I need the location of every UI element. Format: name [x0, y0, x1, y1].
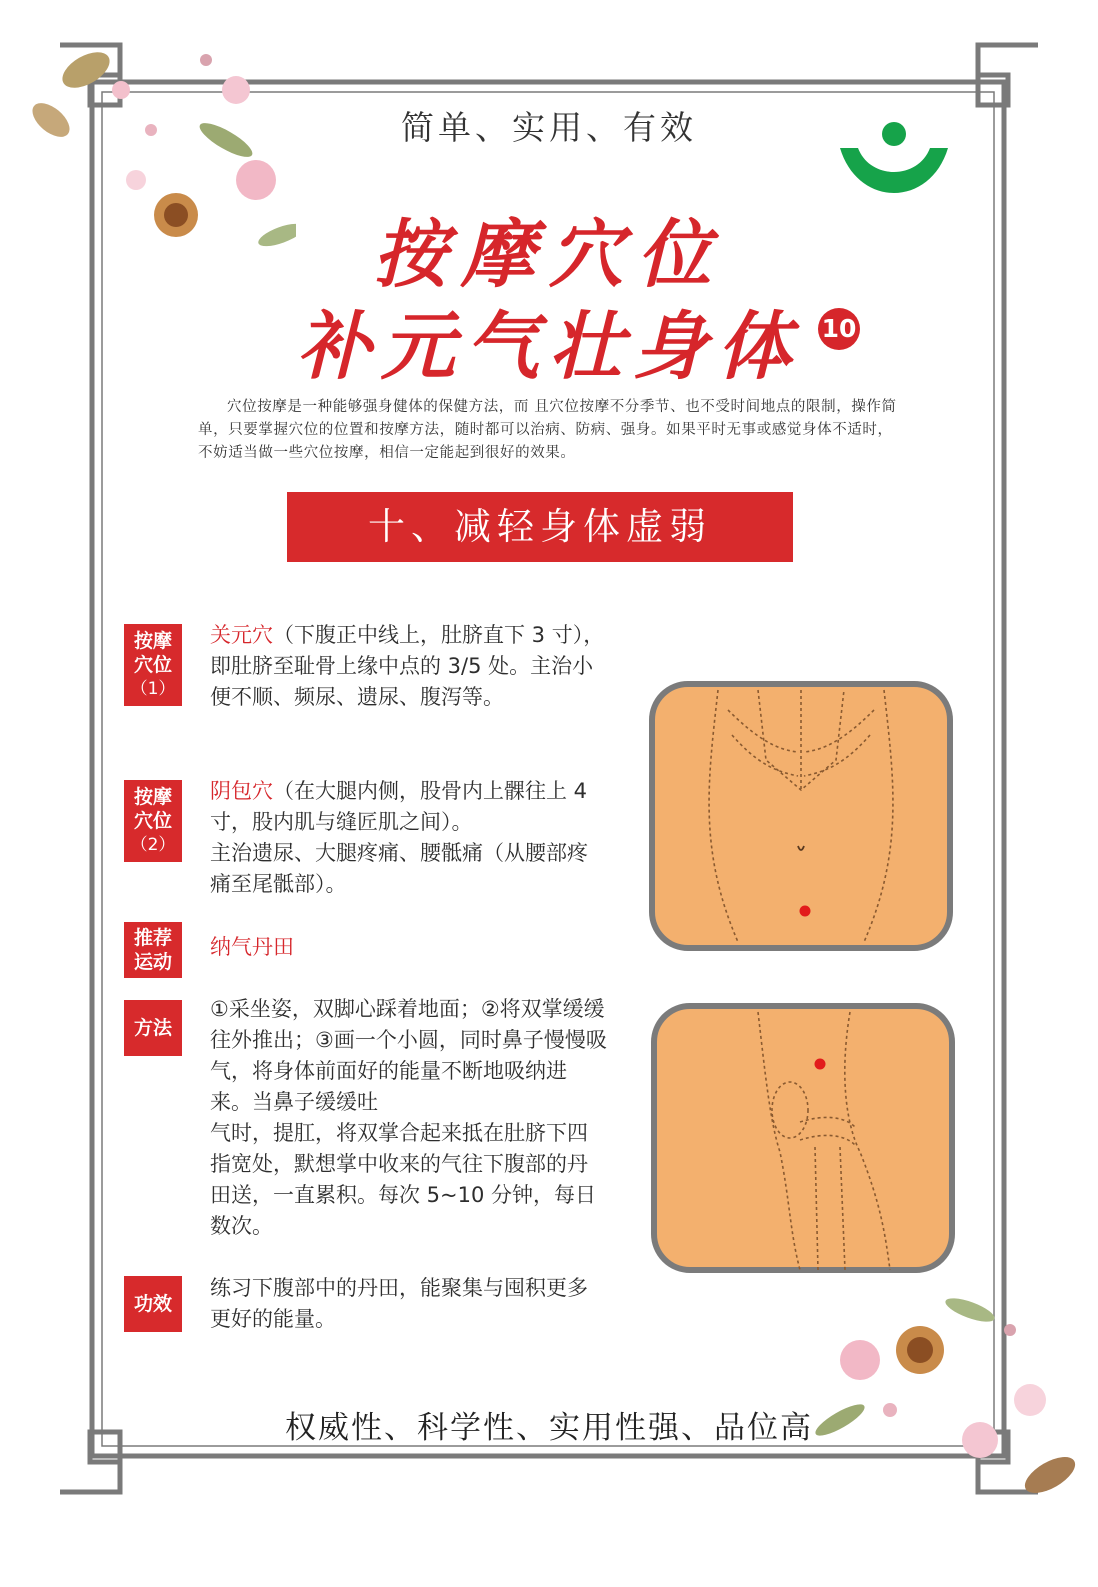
tag-point2-line2: 穴位: [133, 810, 172, 832]
tag-effect: [124, 1276, 182, 1332]
abdomen-illustration: [648, 680, 954, 952]
effect-text: 练习下腹部中的丹田，能聚集与囤积更多更好的能量。: [210, 1276, 588, 1331]
tag-exercise-line2: 运动: [133, 951, 172, 973]
issue-number-badge: 10: [818, 308, 860, 350]
point2-name: 阴包穴: [210, 779, 273, 803]
tag-point1: [124, 624, 182, 706]
tagline: 简单、实用、有效: [401, 108, 697, 147]
point1-name: 关元穴: [210, 623, 273, 647]
tag-point2-line1: 按摩: [133, 786, 172, 808]
point2-entry: [210, 776, 608, 900]
main-title-line2: 补元气壮身体: [297, 304, 801, 390]
method-text2: 气时，提肛，将双掌合起来抵在肚脐下四指宽处，默想掌中收来的气往下腹部的丹田送，一直累积。每次 5~10 分钟，每日数次。: [210, 1121, 597, 1238]
tag-exercise: [124, 922, 182, 978]
tag-exercise-line1: 推荐: [133, 927, 172, 949]
footer-slogan: 权威性、科学性、实用性强、品位高: [285, 1410, 813, 1446]
flower-decoration-bottom-right: [800, 1290, 1080, 1500]
exercise-name: 纳气丹田: [210, 935, 294, 959]
tag-method: [124, 1000, 182, 1056]
intro-paragraph: 穴位按摩是一种能够强身健体的保健方法，而 且穴位按摩不分季节、也不受时间地点的限制，操作简单，只要掌握穴位的位置和按摩方法，随时都可以治病、防病、强身。如果平时无事或感觉身体不适时，不妨适当做一些穴位按摩，相信一定能起到很好的效果。: [198, 399, 897, 461]
method-entry: [210, 994, 608, 1242]
tag-effect-label: 功效: [133, 1293, 172, 1315]
point1-entry: [210, 620, 608, 713]
tag-method-label: 方法: [133, 1017, 172, 1039]
section-banner: 十、减轻身体虚弱: [287, 492, 793, 562]
main-title-line1: 按摩穴位: [373, 212, 725, 298]
point2-text2: 主治遗尿、大腿疼痛、腰骶痛（从腰部疼痛至尾骶部）。: [210, 841, 588, 896]
tag-point2: [124, 780, 182, 862]
method-text1: ①采坐姿，双脚心踩着地面；②将双掌缓缓往外推出；③画一个小圆，同时鼻子慢慢吸气，将身体前面好的能量不断地吸纳进来。当鼻子缓缓吐: [210, 997, 607, 1114]
tag-point1-line2: 穴位: [133, 654, 172, 676]
logo-icon: [838, 118, 950, 204]
tag-point1-line1: 按摩: [133, 630, 172, 652]
knee-illustration: [650, 1002, 956, 1274]
tag-point2-num: （2）: [130, 835, 176, 855]
point1-text: （下腹正中线上，肚脐直下 3 寸），即肚脐至耻骨上缘中点的 3/5 处。主治小便不顺、频尿、遗尿、腹泻等。: [210, 623, 605, 709]
point2-text: （在大腿内侧，股骨内上髁往上 4寸，股内肌与缝匠肌之间）。: [210, 779, 588, 834]
tag-point1-num: （1）: [130, 679, 176, 699]
